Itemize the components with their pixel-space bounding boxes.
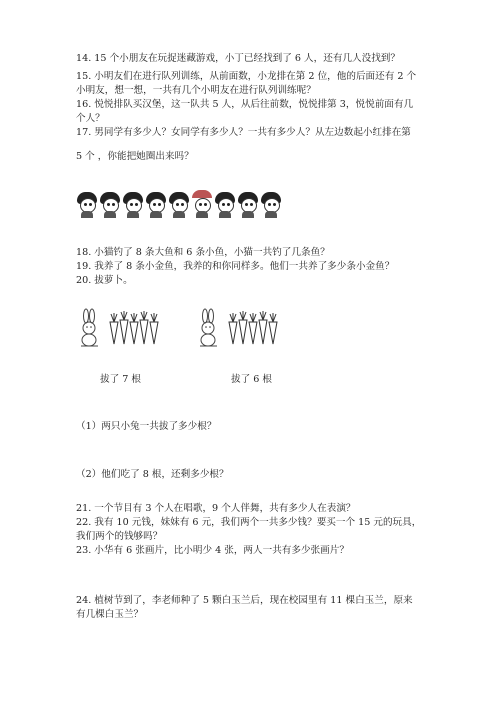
sub-question-1: （1）两只小兔一共拔了多少根？	[76, 421, 217, 432]
child-figure	[76, 192, 98, 218]
question-18: 18. 小猫钓了 8 条大鱼和 6 条小鱼，小猫一共钓了几条鱼？	[76, 247, 330, 258]
child-figure	[191, 192, 213, 218]
question-22-line2: 我们两个的钱够吗？	[76, 531, 163, 542]
question-22-line1: 22. 我有 10 元钱，妹妹有 6 元，我们两个一共多少钱？要买一个 15 元的玩具，	[76, 517, 422, 528]
child-figure	[168, 192, 190, 218]
question-15-line1: 15. 小明友们在进行队列训练，从前面数，小龙排在第 2 位，他的后面还有 2 个	[76, 71, 417, 82]
question-16-line1: 16. 悦悦排队买汉堡，这一队共 5 人，从后往前数，悦悦排第 3，悦悦前面有几	[76, 99, 414, 110]
pulled-right-caption: 拔了 6 根	[231, 374, 272, 385]
child-figure	[99, 192, 121, 218]
child-figure	[122, 192, 144, 218]
rabbit-with-carrots-illustration	[195, 308, 281, 348]
rabbit-with-carrots-illustration	[76, 308, 162, 348]
question-16-line2: 个人？	[76, 113, 105, 124]
child-figure	[214, 192, 236, 218]
question-17-line2: 5 个 ，你能把她圈出来吗？	[76, 151, 194, 162]
children-lineup-illustration	[76, 192, 282, 218]
sub-question-2: （2）他们吃了 8 根，还剩多少根？	[76, 469, 229, 480]
question-21: 21. 一个节目有 3 个人在唱歌，9 个人伴舞，共有多少人在表演？	[76, 503, 356, 514]
pulled-left-caption: 拔了 7 根	[100, 374, 141, 385]
question-24-line1: 24. 植树节到了，李老师种了 5 颗白玉兰后，现在校园里有 11 棵白玉兰，原来	[76, 595, 413, 606]
child-figure	[260, 192, 282, 218]
question-15-line2: 小明友，想一想，一共有几个小明友在进行队列训练呢？	[76, 85, 316, 96]
child-figure	[237, 192, 259, 218]
question-20: 20. 拔萝卜。	[76, 275, 133, 286]
question-24-line2: 有几棵白玉兰？	[76, 609, 144, 620]
question-14: 14. 15 个小朋友在玩捉迷藏游戏，小丁已经找到了 6 人，还有几人没找到？	[76, 53, 400, 64]
question-19: 19. 我养了 8 条小金鱼，我养的和你同样多。他们一共养了多少条小金鱼？	[76, 261, 395, 272]
child-figure	[145, 192, 167, 218]
question-23: 23. 小华有 6 张画片，比小明少 4 张，两人一共有多少张画片？	[76, 545, 349, 556]
question-17-line1: 17. 男同学有多少人？女同学有多少人？一共有多少人？从左边数起小红排在第	[76, 127, 411, 138]
